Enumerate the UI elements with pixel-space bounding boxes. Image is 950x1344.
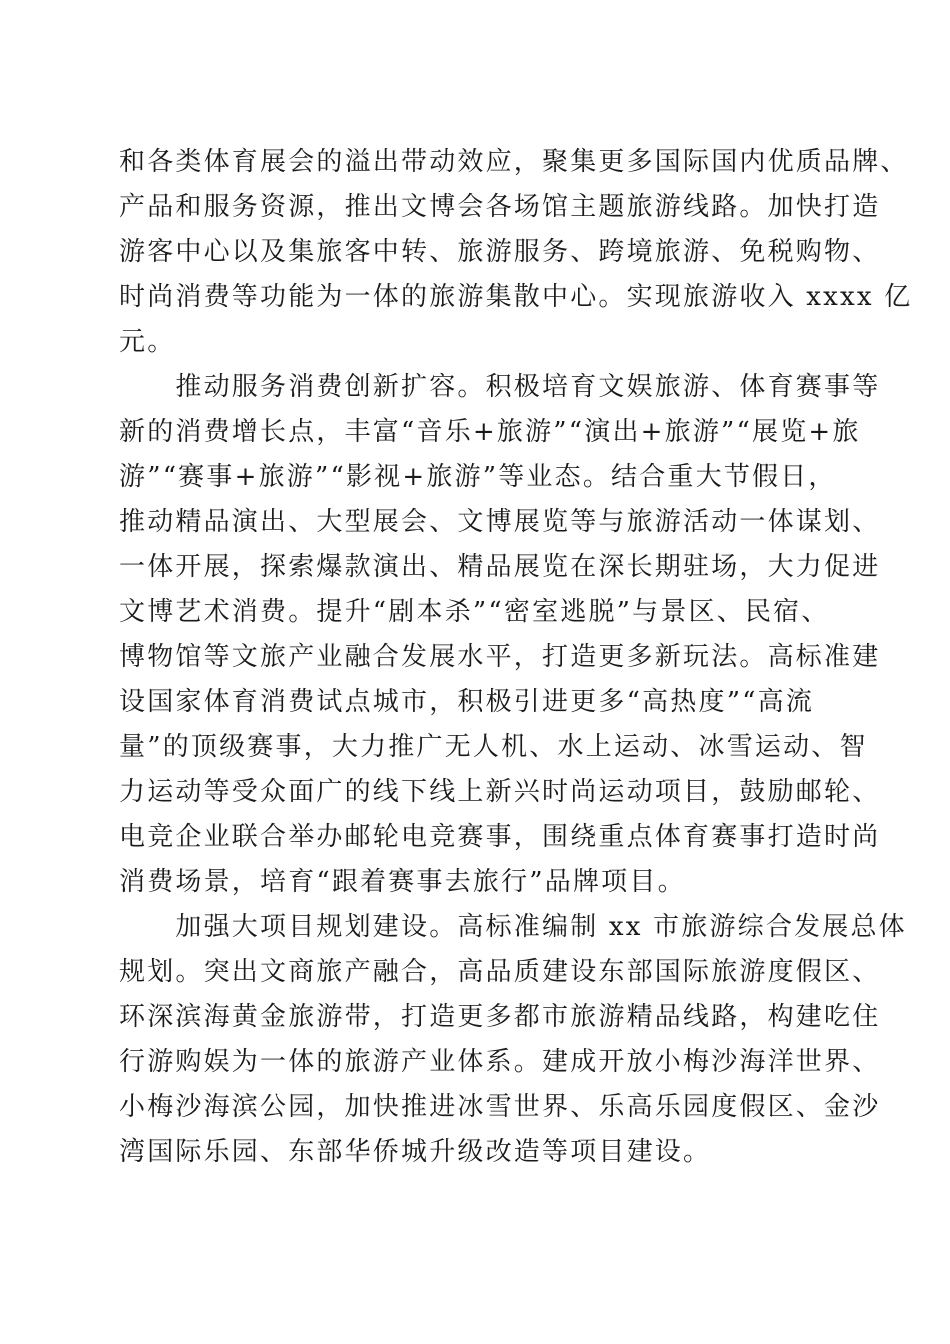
text-line: 文博艺术消费。提升“剧本杀”“密室逃脱”与景区、民宿、 — [119, 597, 830, 627]
text-line: 消费场景，培育“跟着赛事去旅行”品牌项目。 — [119, 867, 686, 897]
text-line: 游客中心以及集旅客中转、旅游服务、跨境旅游、免税购物、 — [119, 237, 881, 267]
text-line: 湾国际乐园、东部华侨城升级改造等项目建设。 — [119, 1137, 712, 1167]
text-line: 元。 — [119, 327, 176, 357]
text-line: 电竞企业联合举办邮轮电竞赛事，围绕重点体育赛事打造时尚 — [119, 822, 881, 852]
text-line: 环深滨海黄金旅游带，打造更多都市旅游精品线路，构建吃住 — [119, 1002, 881, 1032]
text-line: 一体开展，探索爆款演出、精品展览在深长期驻场，大力促进 — [119, 552, 881, 582]
text-line: 博物馆等文旅产业融合发展水平，打造更多新玩法。高标准建 — [119, 642, 881, 672]
text-line: 时尚消费等功能为一体的旅游集散中心。实现旅游收入 xxxx 亿 — [119, 282, 913, 312]
text-line: 量”的顶级赛事，大力推广无人机、水上运动、冰雪运动、智 — [119, 732, 868, 762]
text-line: 设国家体育消费试点城市，积极引进更多“高热度”“高流 — [119, 687, 815, 717]
text-line: 力运动等受众面广的线下线上新兴时尚运动项目，鼓励邮轮、 — [119, 777, 881, 807]
text-line: 推动服务消费创新扩容。积极培育文娱旅游、体育赛事等 — [119, 372, 881, 402]
text-line: 加强大项目规划建设。高标准编制 xx 市旅游综合发展总体 — [119, 912, 907, 942]
text-line: 推动精品演出、大型展会、文博展览等与旅游活动一体谋划、 — [119, 507, 881, 537]
text-line: 行游购娱为一体的旅游产业体系。建成开放小梅沙海洋世界、 — [119, 1047, 881, 1077]
text-line: 产品和服务资源，推出文博会各场馆主题旅游线路。加快打造 — [119, 192, 881, 222]
text-line: 新的消费增长点，丰富“音乐+旅游”“演出+旅游”“展览+旅 — [119, 417, 861, 447]
text-line: 和各类体育展会的溢出带动效应，聚集更多国际国内优质品牌、 — [119, 147, 909, 177]
text-line: 游”“赛事+旅游”“影视+旅游”等业态。结合重大节假日， — [119, 462, 837, 492]
text-line: 规划。突出文商旅产融合，高品质建设东部国际旅游度假区、 — [119, 957, 881, 987]
text-line: 小梅沙海滨公园，加快推进冰雪世界、乐高乐园度假区、金沙 — [119, 1092, 881, 1122]
